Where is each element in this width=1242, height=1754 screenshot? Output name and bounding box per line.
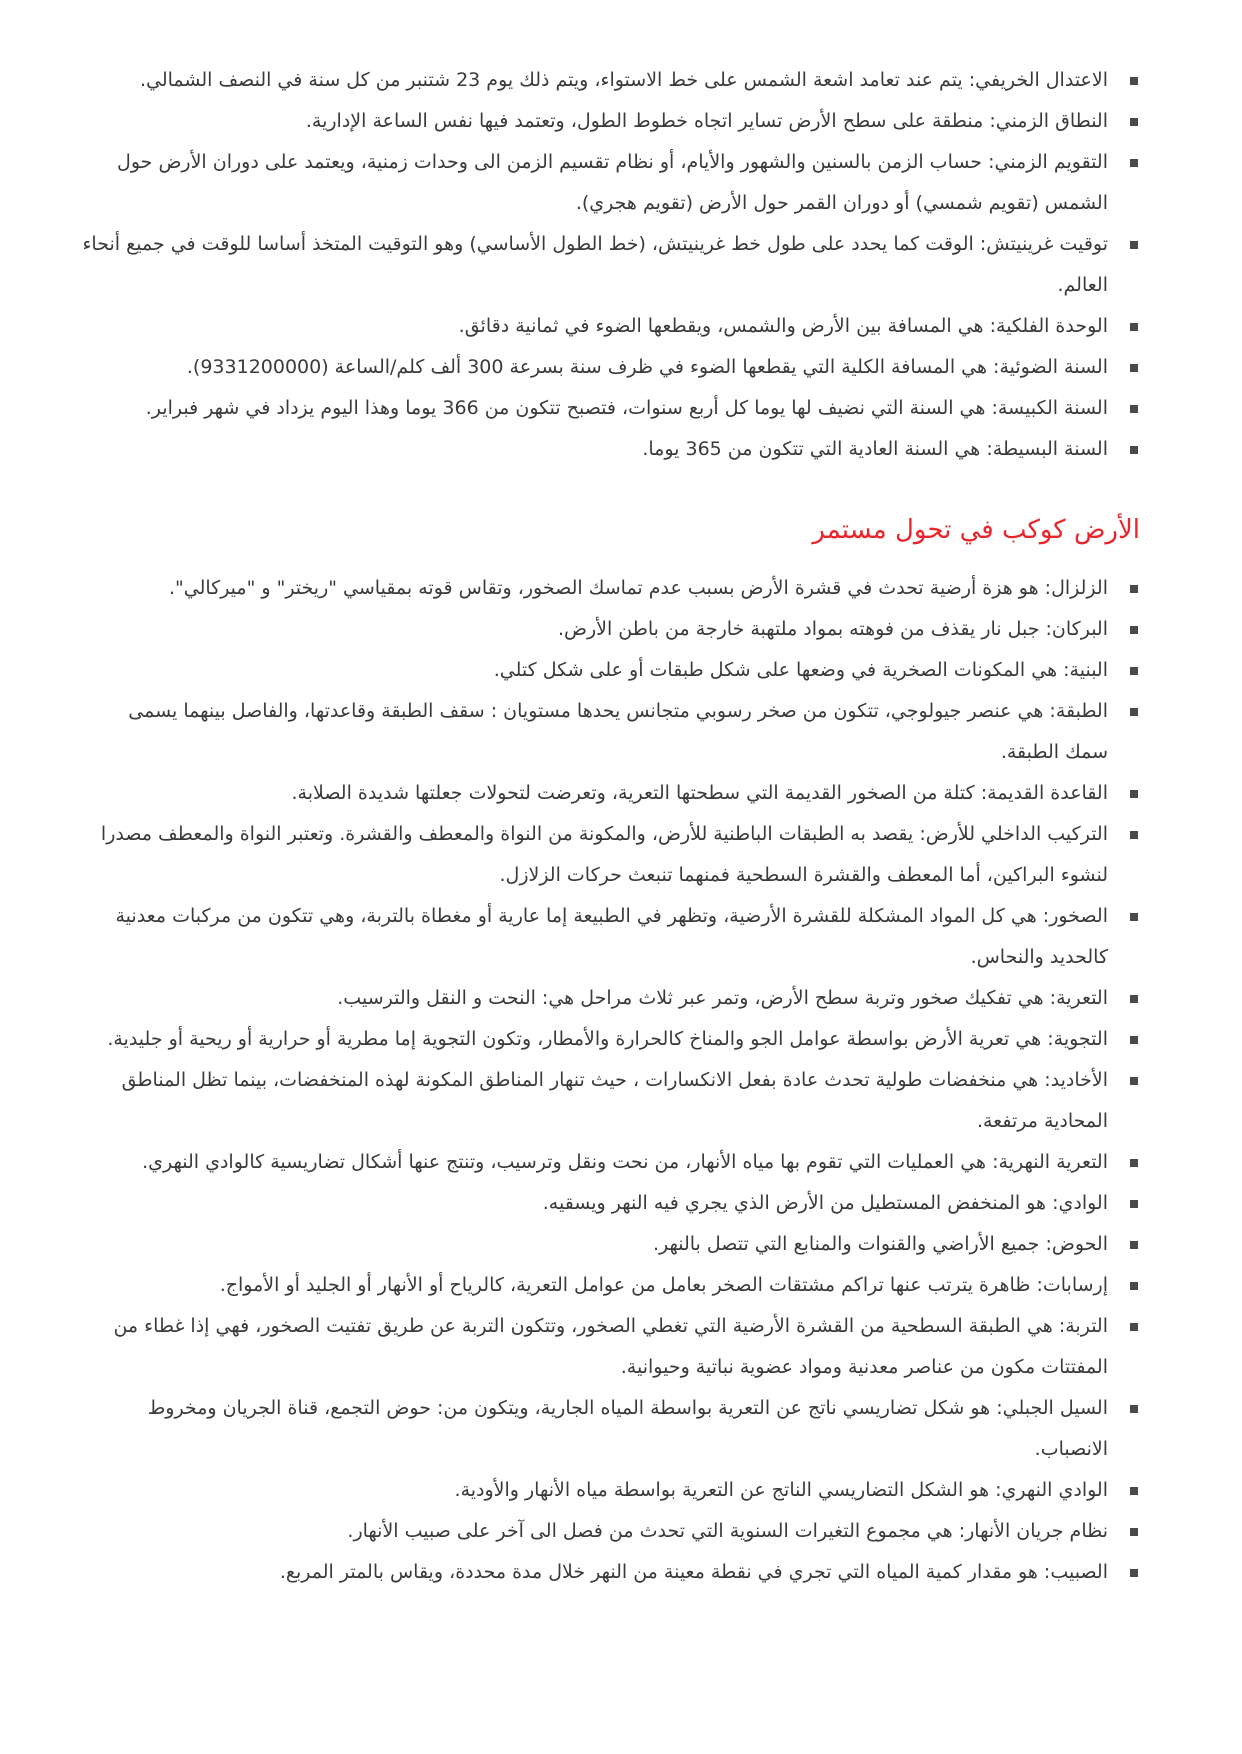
list-item: [80, 1224, 1142, 1265]
list-item-text: السنة الكبيسة: هي السنة التي نضيف لها يوما كل أربع سنوات، فتصبح تتكون من 366 يوما وهذا اليوم يزداد في شهر فبراير.: [145, 397, 1108, 419]
list-item-text: الصخور: هي كل المواد المشكلة للقشرة الأرضية، وتظهر في الطبيعة إما عارية أو مغطاة بالتربة، وهي تتكون من مركبات معدنية كالحديد والنحاس.: [115, 905, 1108, 968]
square-bullet-icon: [1130, 446, 1138, 454]
list-item-text: التركيب الداخلي للأرض: يقصد به الطبقات الباطنية للأرض، والمكونة من النواة والمعطف والقشرة. وتعتبر النواة والمعطف مصدرا لنشوء البراكين، أما المعطف والقشرة السطحية فمنهما تنبعث حركات الزلازل.: [100, 823, 1108, 886]
square-bullet-icon: [1130, 1036, 1138, 1044]
list-item: [80, 1060, 1142, 1142]
list-item: [80, 101, 1142, 142]
list-item: [80, 609, 1142, 650]
list-item-text: السنة البسيطة: هي السنة العادية التي تتكون من 365 يوما.: [642, 438, 1108, 460]
square-bullet-icon: [1130, 405, 1138, 413]
list-item-text: التقويم الزمني: حساب الزمن بالسنين والشهور والأيام، أو نظام تقسيم الزمن الى وحدات زمنية، ويعتمد على دوران الأرض حول الشمس (تقويم شمسي) أو دوران القمر حول الأرض (تقويم هجري).: [117, 151, 1108, 214]
square-bullet-icon: [1130, 585, 1138, 593]
square-bullet-icon: [1130, 1200, 1138, 1208]
square-bullet-icon: [1130, 1159, 1138, 1167]
list-item: [80, 60, 1142, 101]
list-item: [80, 306, 1142, 347]
square-bullet-icon: [1130, 159, 1138, 167]
list-item: [80, 388, 1142, 429]
list-item: [80, 1552, 1142, 1593]
square-bullet-icon: [1130, 241, 1138, 249]
list-item: [80, 568, 1142, 609]
list-item-text: السيل الجبلي: هو شكل تضاريسي ناتج عن التعرية بواسطة المياه الجارية، ويتكون من: حوض التجمع، قناة الجريان ومخروط الانصباب.: [147, 1397, 1108, 1460]
list-item-text: الطبقة: هي عنصر جيولوجي، تتكون من صخر رسوبي متجانس يحدها مستويان : سقف الطبقة وقاعدتها، والفاصل بينهما يسمى سمك الطبقة.: [128, 700, 1108, 763]
list-item-text: الزلزال: هو هزة أرضية تحدث في قشرة الأرض بسبب عدم تماسك الصخور، وتقاس قوته بمقياسي "ريختر" و "ميركالي".: [168, 577, 1108, 599]
list-item-text: التربة: هي الطبقة السطحية من القشرة الأرضية التي تغطي الصخور، وتتكون التربة عن طريق تفتيت الصخور، فهي إذا غطاء من المفتتات مكون من عناصر معدنية ومواد عضوية نباتية وحيوانية.: [113, 1315, 1108, 1378]
square-bullet-icon: [1130, 1569, 1138, 1577]
square-bullet-icon: [1130, 995, 1138, 1003]
list-item: [80, 142, 1142, 224]
list-item: [80, 347, 1142, 388]
list-item: [80, 1265, 1142, 1306]
list-item-text: القاعدة القديمة: كتلة من الصخور القديمة التي سطحتها التعرية، وتعرضت لتحولات جعلتها شديدة الصلابة.: [291, 782, 1108, 804]
list-item-text: إرسابات: ظاهرة يترتب عنها تراكم مشتقات الصخر بعامل من عوامل التعرية، كالرياح أو الأنهار أو الجليد أو الأمواج.: [219, 1274, 1108, 1296]
list-item-text: الوادي النهري: هو الشكل التضاريسي الناتج عن التعرية بواسطة مياه الأنهار والأودية.: [454, 1479, 1108, 1501]
list-item-text: توقيت غرينيتش: الوقت كما يحدد على طول خط غرينيتش، (خط الطول الأساسي) وهو التوقيت المتخذ أساسا للوقت في جميع أنحاء العالم.: [82, 233, 1108, 296]
list-item-text: التعرية: هي تفكيك صخور وتربة سطح الأرض، وتمر عبر ثلاث مراحل هي: النحت و النقل والترسيب.: [337, 987, 1108, 1009]
definitions-list-earth: [80, 568, 1142, 1593]
list-item-text: البنية: هي المكونات الصخرية في وضعها على شكل طبقات أو على شكل كتلي.: [493, 659, 1108, 681]
square-bullet-icon: [1130, 1405, 1138, 1413]
list-item: [80, 1470, 1142, 1511]
list-item: [80, 814, 1142, 896]
square-bullet-icon: [1130, 626, 1138, 634]
list-item-text: الأخاديد: هي منخفضات طولية تحدث عادة بفعل الانكسارات ، حيث تنهار المناطق المكونة لهذه المنخفضات، بينما تظل المناطق المحادية مرتفعة.: [121, 1069, 1108, 1132]
list-item-text: نظام جريان الأنهار: هي مجموع التغيرات السنوية التي تحدث من فصل الى آخر على صبيب الأنهار.: [347, 1520, 1108, 1542]
list-item: [80, 1142, 1142, 1183]
list-item: [80, 773, 1142, 814]
square-bullet-icon: [1130, 1077, 1138, 1085]
list-item: [80, 1388, 1142, 1470]
list-item: [80, 650, 1142, 691]
square-bullet-icon: [1130, 708, 1138, 716]
square-bullet-icon: [1130, 1528, 1138, 1536]
list-item-text: النطاق الزمني: منطقة على سطح الأرض تساير اتجاه خطوط الطول، وتعتمد فيها نفس الساعة الإدارية.: [305, 110, 1108, 132]
square-bullet-icon: [1130, 323, 1138, 331]
list-item: [80, 1511, 1142, 1552]
list-item-text: التجوية: هي تعرية الأرض بواسطة عوامل الجو والمناخ كالحرارة والأمطار، وتكون التجوية إما مطرية أو حرارية أو ريحية أو جليدية.: [107, 1028, 1108, 1050]
square-bullet-icon: [1130, 364, 1138, 372]
list-item-text: الصبيب: هو مقدار كمية المياه التي تجري في نقطة معينة من النهر خلال مدة محددة، ويقاس بالمتر المربع.: [279, 1561, 1108, 1583]
square-bullet-icon: [1130, 1487, 1138, 1495]
list-item: [80, 896, 1142, 978]
square-bullet-icon: [1130, 913, 1138, 921]
list-item: [80, 1306, 1142, 1388]
square-bullet-icon: [1130, 831, 1138, 839]
square-bullet-icon: [1130, 790, 1138, 798]
square-bullet-icon: [1130, 118, 1138, 126]
square-bullet-icon: [1130, 667, 1138, 675]
square-bullet-icon: [1130, 1241, 1138, 1249]
square-bullet-icon: [1130, 1323, 1138, 1331]
square-bullet-icon: [1130, 77, 1138, 85]
section-heading: الأرض كوكب في تحول مستمر: [812, 515, 1140, 545]
list-item-text: الاعتدال الخريفي: يتم عند تعامد اشعة الشمس على خط الاستواء، ويتم ذلك يوم 23 شتنبر من كل سنة في النصف الشمالي.: [139, 69, 1108, 91]
list-item: [80, 429, 1142, 470]
list-item: [80, 978, 1142, 1019]
square-bullet-icon: [1130, 1282, 1138, 1290]
definitions-list-astronomy: [80, 60, 1142, 470]
list-item-text: السنة الضوئية: هي المسافة الكلية التي يقطعها الضوء في ظرف سنة بسرعة 300 ألف كلم/الساعة (9331200000).: [186, 356, 1108, 378]
list-item-text: البركان: جبل نار يقذف من فوهته بمواد ملتهبة خارجة من باطن الأرض.: [557, 618, 1108, 640]
list-item: [80, 224, 1142, 306]
list-item-text: التعرية النهرية: هي العمليات التي تقوم بها مياه الأنهار، من نحت ونقل وترسيب، وتنتج عنها أشكال تضاريسية كالوادي النهري.: [142, 1151, 1108, 1173]
list-item: [80, 1183, 1142, 1224]
list-item: [80, 1019, 1142, 1060]
list-item-text: الوادي: هو المنخفض المستطيل من الأرض الذي يجري فيه النهر ويسقيه.: [542, 1192, 1108, 1214]
list-item: [80, 691, 1142, 773]
list-item-text: الحوض: جميع الأراضي والقنوات والمنابع التي تتصل بالنهر.: [652, 1233, 1108, 1255]
list-item-text: الوحدة الفلكية: هي المسافة بين الأرض والشمس، ويقطعها الضوء في ثمانية دقائق.: [458, 315, 1108, 337]
